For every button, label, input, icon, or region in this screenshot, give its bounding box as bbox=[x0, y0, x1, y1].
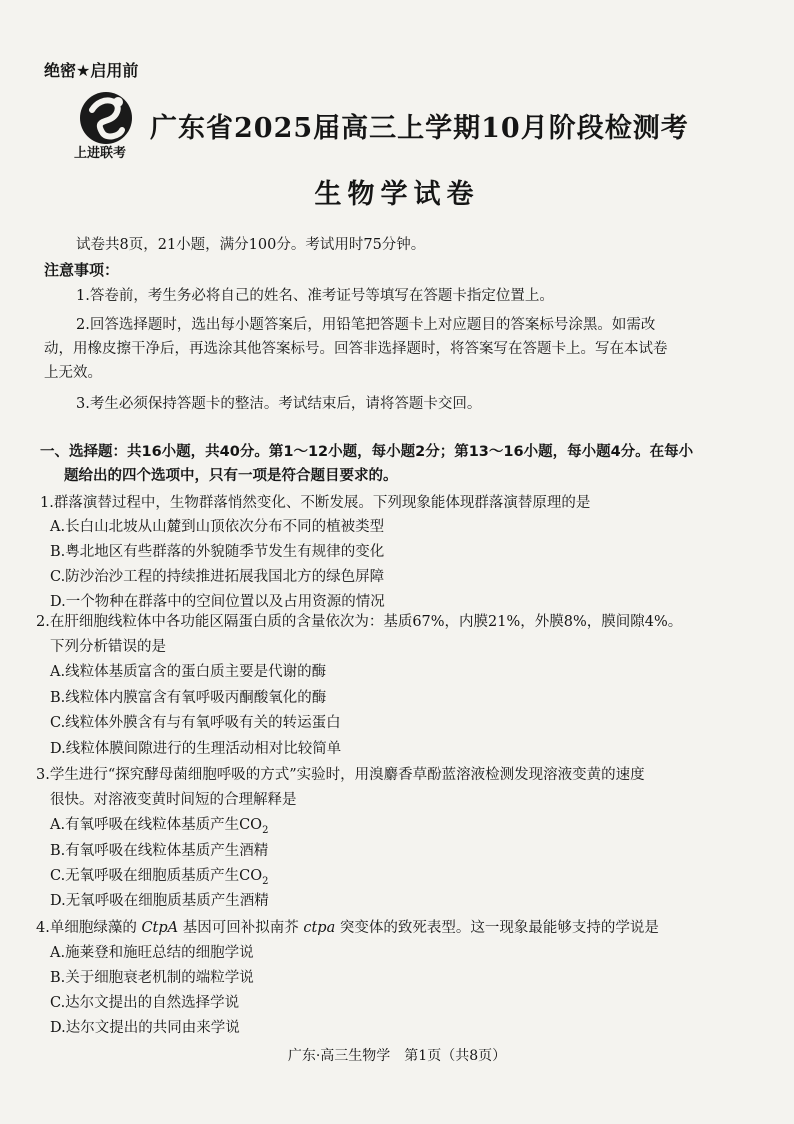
q4-option-c: C.达尔文提出的自然选择学说 bbox=[50, 995, 240, 1011]
q1-option-c: C.防沙治沙工程的持续推进拓展我国北方的绿色屏障 bbox=[50, 569, 385, 585]
q1-option-d: D.一个物种在群落中的空间位置以及占用资源的情况 bbox=[50, 594, 385, 610]
q4-option-b: B.关于细胞衰老机制的端粒学说 bbox=[50, 970, 254, 986]
q4-stem-mid: 基因可回补拟南芥 bbox=[182, 920, 299, 936]
exam-subtitle: 生物学试卷 bbox=[314, 179, 480, 210]
q2-option-b: B.线粒体内膜富含有氧呼吸丙酮酸氧化的酶 bbox=[50, 690, 327, 706]
q4-stem-post: 突变体的致死表型。这一现象最能够支持的学说是 bbox=[339, 920, 659, 936]
q1-option-b: B.粤北地区有些群落的外貌随季节发生有规律的变化 bbox=[50, 544, 385, 560]
note-1: 1.答卷前，考生务必将自己的姓名、准考证号等填写在答题卡指定位置上。 bbox=[76, 288, 554, 304]
q4-stem-pre: 4.单细胞绿藻的 bbox=[36, 920, 137, 936]
q3-stem-line1: 3.学生进行“探究酵母菌细胞呼吸的方式”实验时，用溴麝香草酚蓝溶液检测发现溶液变黄的速度 bbox=[36, 767, 645, 783]
q4-stem bbox=[36, 916, 659, 940]
q1-stem: 1.群落演替过程中，生物群落悄然变化、不断发展。下列现象能体现群落演替原理的是 bbox=[40, 495, 591, 511]
confidential-label: 绝密★启用前 bbox=[44, 61, 139, 80]
q2-stem-line1: 2.在肝细胞线粒体中各功能区隔蛋白质的含量依次为：基质67%，内膜21%，外膜8%，膜间隙4%。 bbox=[36, 614, 683, 630]
exam-title: 广东省2025届高三上学期10月阶段检测考 bbox=[150, 113, 689, 144]
q2-option-a: A.线粒体基质富含的蛋白质主要是代谢的酶 bbox=[50, 664, 327, 680]
note-3: 3.考生必须保持答题卡的整洁。考试结束后，请将答题卡交回。 bbox=[76, 396, 482, 412]
q4-gene-name: CtpA bbox=[141, 920, 179, 936]
q1-option-a: A.长白山北坡从山麓到山顶依次分布不同的植被类型 bbox=[50, 519, 385, 535]
logo-text: 上进联考 bbox=[74, 146, 127, 161]
q2-option-c: C.线粒体外膜含有与有氧呼吸有关的转运蛋白 bbox=[50, 715, 341, 731]
exam-intro: 试卷共8页，21小题，满分100分。考试用时75分钟。 bbox=[76, 237, 426, 253]
q3-option-b: B.有氧呼吸在线粒体基质产生酒精 bbox=[50, 843, 269, 859]
q3-option-d: D.无氧呼吸在细胞质基质产生酒精 bbox=[50, 893, 269, 909]
section-heading-line1: 一、选择题：共16小题，共40分。第1～12小题，每小题2分；第13～16小题，每小题4分。在每小 bbox=[40, 444, 694, 460]
notes-heading: 注意事项： bbox=[44, 261, 120, 279]
q4-option-d: D.达尔文提出的共同由来学说 bbox=[50, 1020, 240, 1036]
q4-option-a: A.施莱登和施旺总结的细胞学说 bbox=[50, 945, 254, 961]
note-2-line1: 2.回答选择题时，选出每小题答案后，用铅笔把答题卡上对应题目的答案标号涂黑。如需改 bbox=[76, 317, 656, 333]
page-footer: 广东·高三生物学 第1页（共8页） bbox=[287, 1048, 507, 1064]
q3-stem-line2: 很快。对溶液变黄时间短的合理解释是 bbox=[50, 792, 297, 808]
q3-option-c-subscript: 2 bbox=[262, 875, 269, 887]
q3-option-a-subscript: 2 bbox=[262, 824, 269, 836]
q2-option-d: D.线粒体膜间隙进行的生理活动相对比较简单 bbox=[50, 741, 342, 757]
note-2-line3: 上无效。 bbox=[44, 365, 102, 381]
q2-stem-line2: 下列分析错误的是 bbox=[50, 639, 166, 655]
q3-option-a-text: A.有氧呼吸在线粒体基质产生CO bbox=[50, 817, 263, 833]
note-2-line2: 动，用橡皮擦干净后，再选涂其他答案标号。回答非选择题时，将答案写在答题卡上。写在本试卷 bbox=[44, 341, 668, 357]
q3-option-c-text: C.无氧呼吸在细胞质基质产生CO bbox=[50, 868, 263, 884]
q4-mutant-name: ctpa bbox=[303, 920, 336, 936]
section-heading-line2: 题给出的四个选项中，只有一项是符合题目要求的。 bbox=[64, 468, 398, 484]
